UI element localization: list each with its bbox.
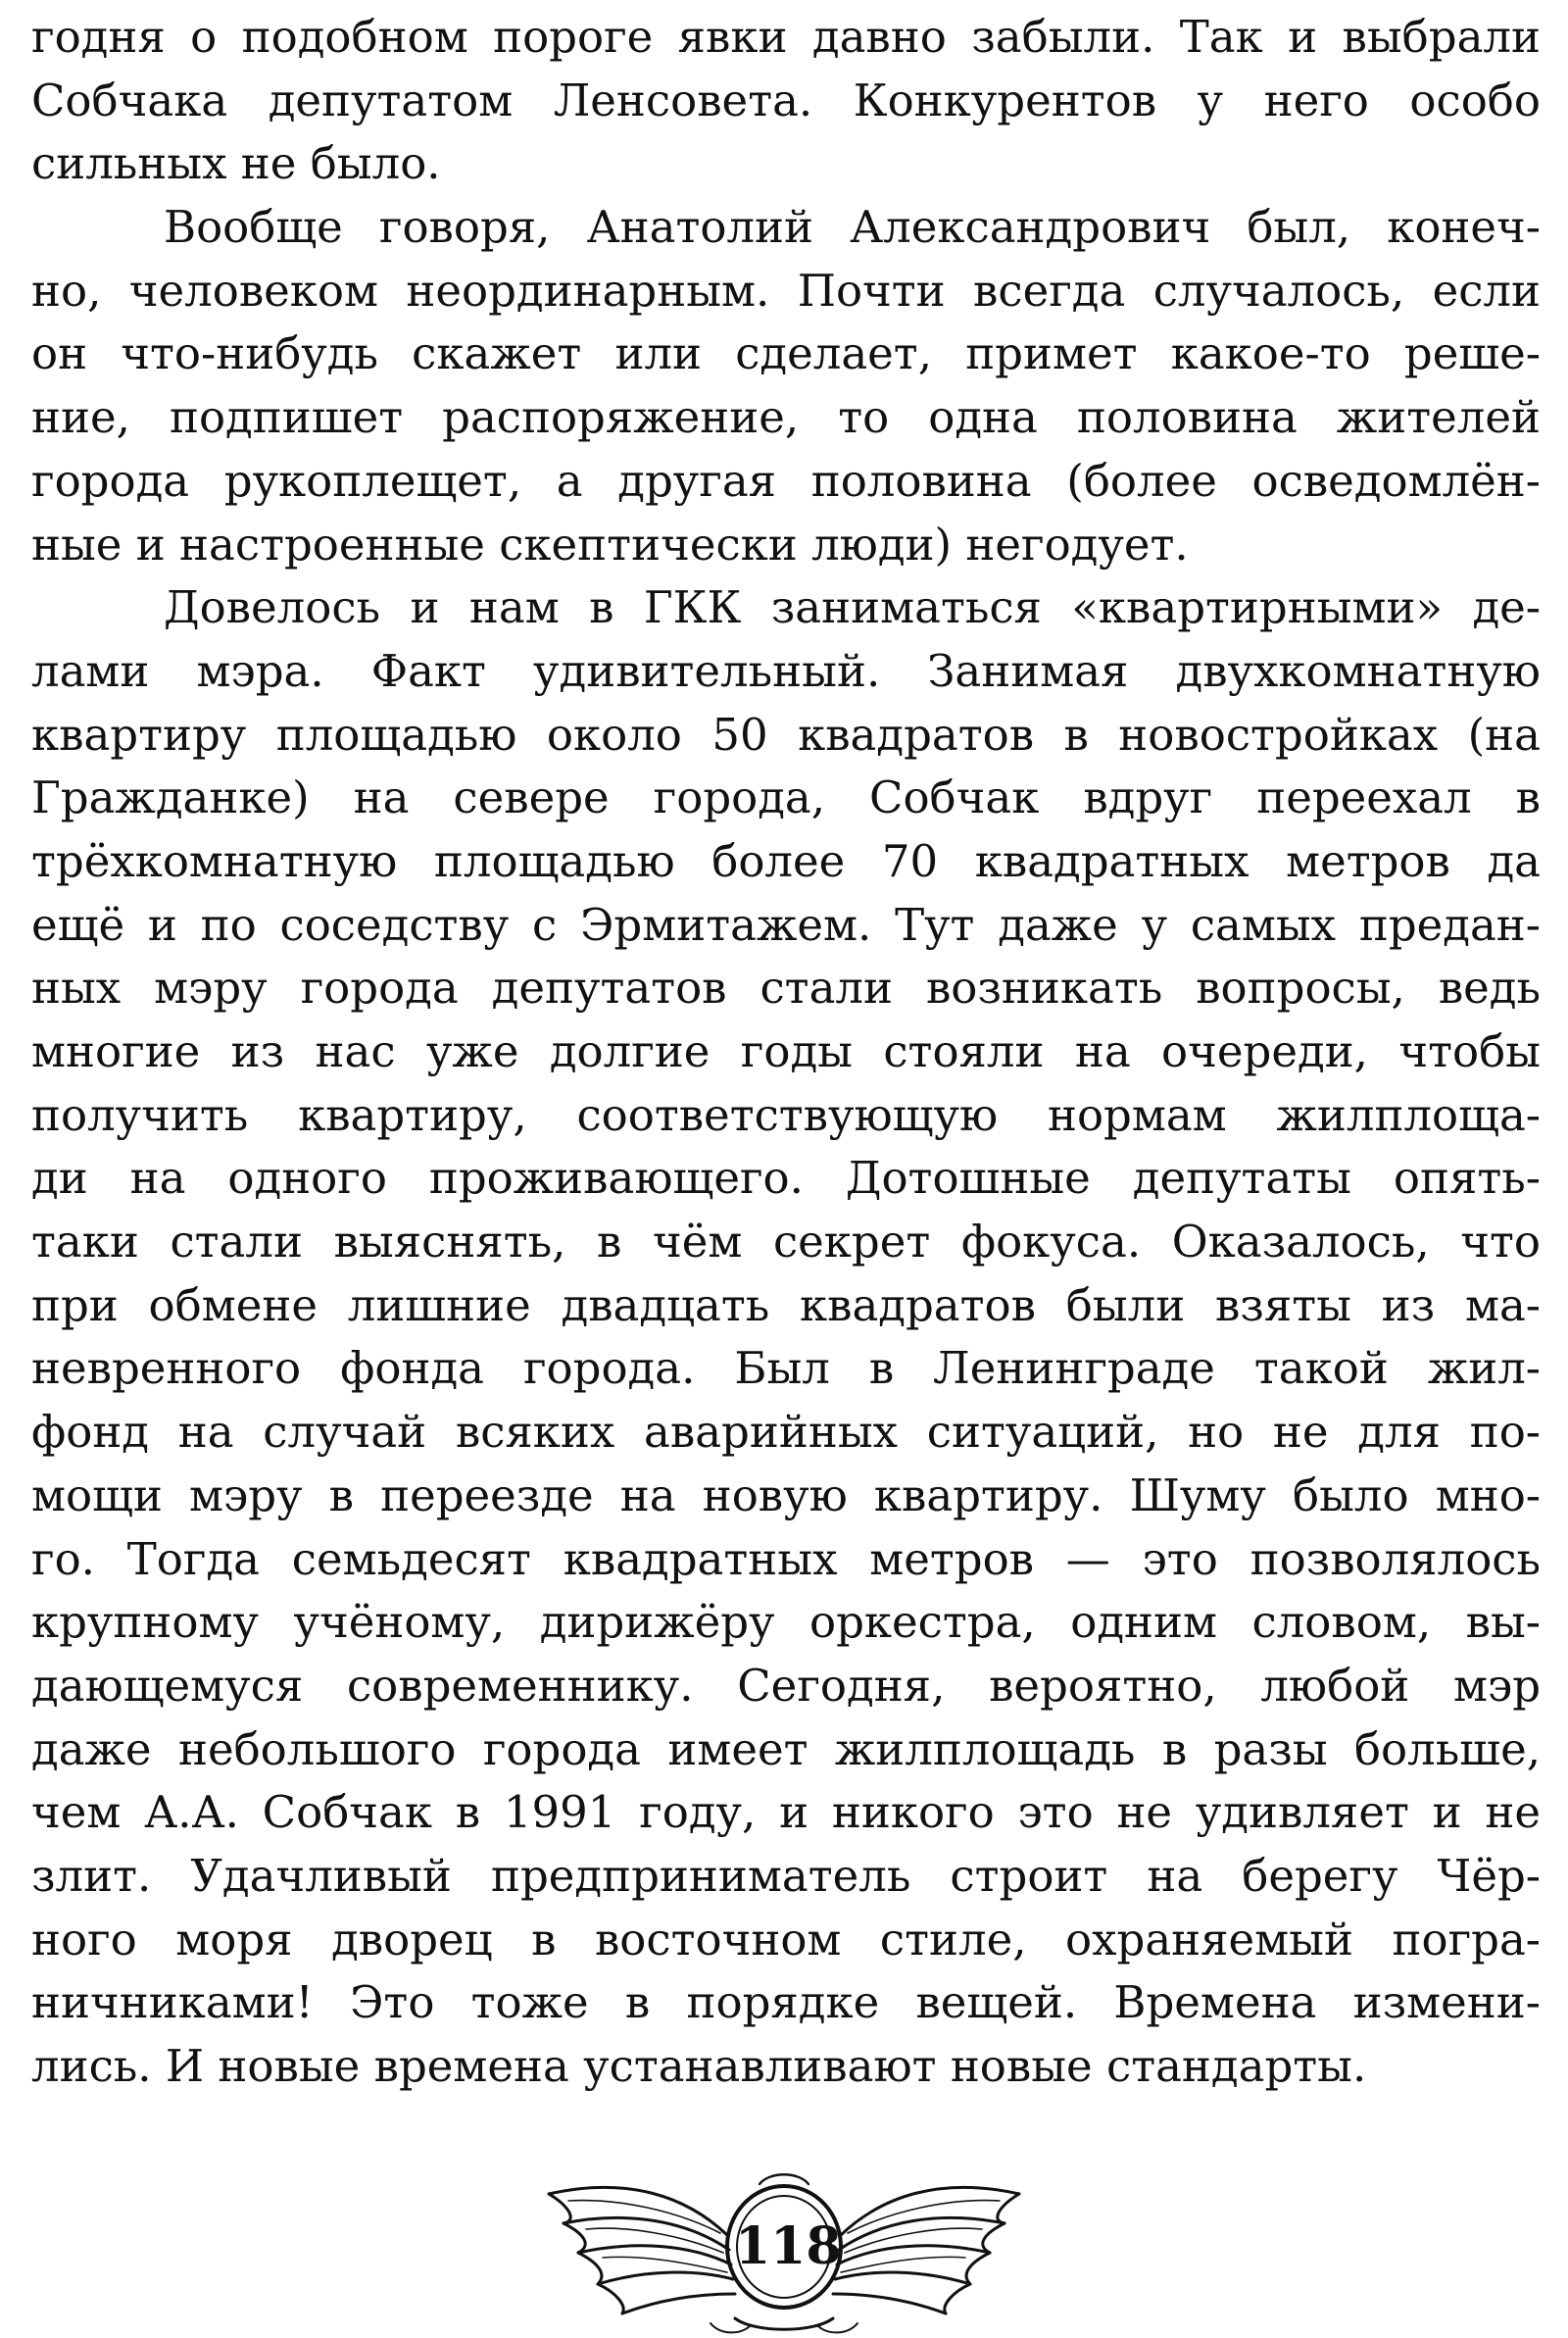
text-line: Довелось и нам в ГКК заниматься «квартирными» де- bbox=[164, 581, 1541, 634]
page-number-ornament bbox=[510, 2127, 1058, 2338]
text-line: ничниками! Это тоже в порядке вещей. Времена измени- bbox=[31, 1976, 1541, 2029]
text-line: таки стали выяснять, в чём секрет фокуса. Оказалось, что bbox=[31, 1216, 1541, 1268]
text-line: квартиру площадью около 50 квадратов в новостройках (на bbox=[31, 708, 1541, 761]
page-number: 118 bbox=[735, 2216, 842, 2276]
text-line: при обмене лишние двадцать квадратов были взяты из ма- bbox=[31, 1278, 1541, 1331]
text-line: даже небольшого города имеет жилплощадь в разы больше, bbox=[31, 1722, 1541, 1775]
text-line: мощи мэру в переезде на новую квартиру. Шуму было мно- bbox=[31, 1468, 1541, 1521]
text-line: он что-нибудь скажет или сделает, примет какое-то реше- bbox=[31, 327, 1541, 380]
text-line: но, человеком неординарным. Почти всегда случалось, если bbox=[31, 264, 1541, 317]
text-line: ных мэру города депутатов стали возникать вопросы, ведь bbox=[31, 962, 1541, 1015]
text-line: злит. Удачливый предприниматель строит на берегу Чёр- bbox=[31, 1849, 1541, 1902]
text-line: получить квартиру, соответствующую нормам жилплоща- bbox=[31, 1088, 1541, 1141]
text-line: дающемуся современнику. Сегодня, вероятно, любой мэр bbox=[31, 1659, 1541, 1712]
text-line: Гражданке) на севере города, Собчак вдруг переехал в bbox=[31, 771, 1541, 824]
text-line: крупному учёному, дирижёру оркестра, одним словом, вы- bbox=[31, 1596, 1541, 1649]
text-line: Вообще говоря, Анатолий Александрович был, конеч- bbox=[164, 201, 1541, 254]
text-line: трёхкомнатную площадью более 70 квадратных метров да bbox=[31, 834, 1541, 887]
text-line: сильных не было. bbox=[31, 137, 441, 190]
text-line: лись. И новые времена устанавливают новые стандарты. bbox=[31, 2040, 1367, 2092]
text-line: ещё и по соседству с Эрмитажем. Тут даже у самых предан- bbox=[31, 898, 1541, 951]
text-line: города рукоплещет, а другая половина (более осведомлён- bbox=[31, 454, 1541, 507]
text-line: го. Тогда семьдесят квадратных метров — это позволялось bbox=[31, 1532, 1541, 1585]
text-line: чем А.А. Собчак в 1991 году, и никого это не удивляет и не bbox=[31, 1786, 1541, 1839]
text-line: Собчака депутатом Ленсовета. Конкурентов у него особо bbox=[31, 74, 1541, 126]
text-line: многие из нас уже долгие годы стояли на очереди, чтобы bbox=[31, 1025, 1541, 1077]
text-line: ного моря дворец в восточном стиле, охраняемый погра- bbox=[31, 1913, 1541, 1965]
text-line: невренного фонда города. Был в Ленинграде такой жил- bbox=[31, 1342, 1541, 1395]
text-line: годня о подобном пороге явки давно забыли. Так и выбрали bbox=[31, 11, 1541, 63]
body-text bbox=[31, 6, 1541, 2099]
text-line: ные и настроенные скептически люди) негодует. bbox=[31, 518, 1189, 571]
text-line: лами мэра. Факт удивительный. Занимая двухкомнатную bbox=[31, 644, 1541, 697]
text-line: фонд на случай всяких аварийных ситуаций, но не для по- bbox=[31, 1406, 1541, 1459]
text-line: ди на одного проживающего. Дотошные депутаты опять- bbox=[31, 1152, 1541, 1205]
text-line: ние, подпишет распоряжение, то одна половина жителей bbox=[31, 391, 1541, 444]
